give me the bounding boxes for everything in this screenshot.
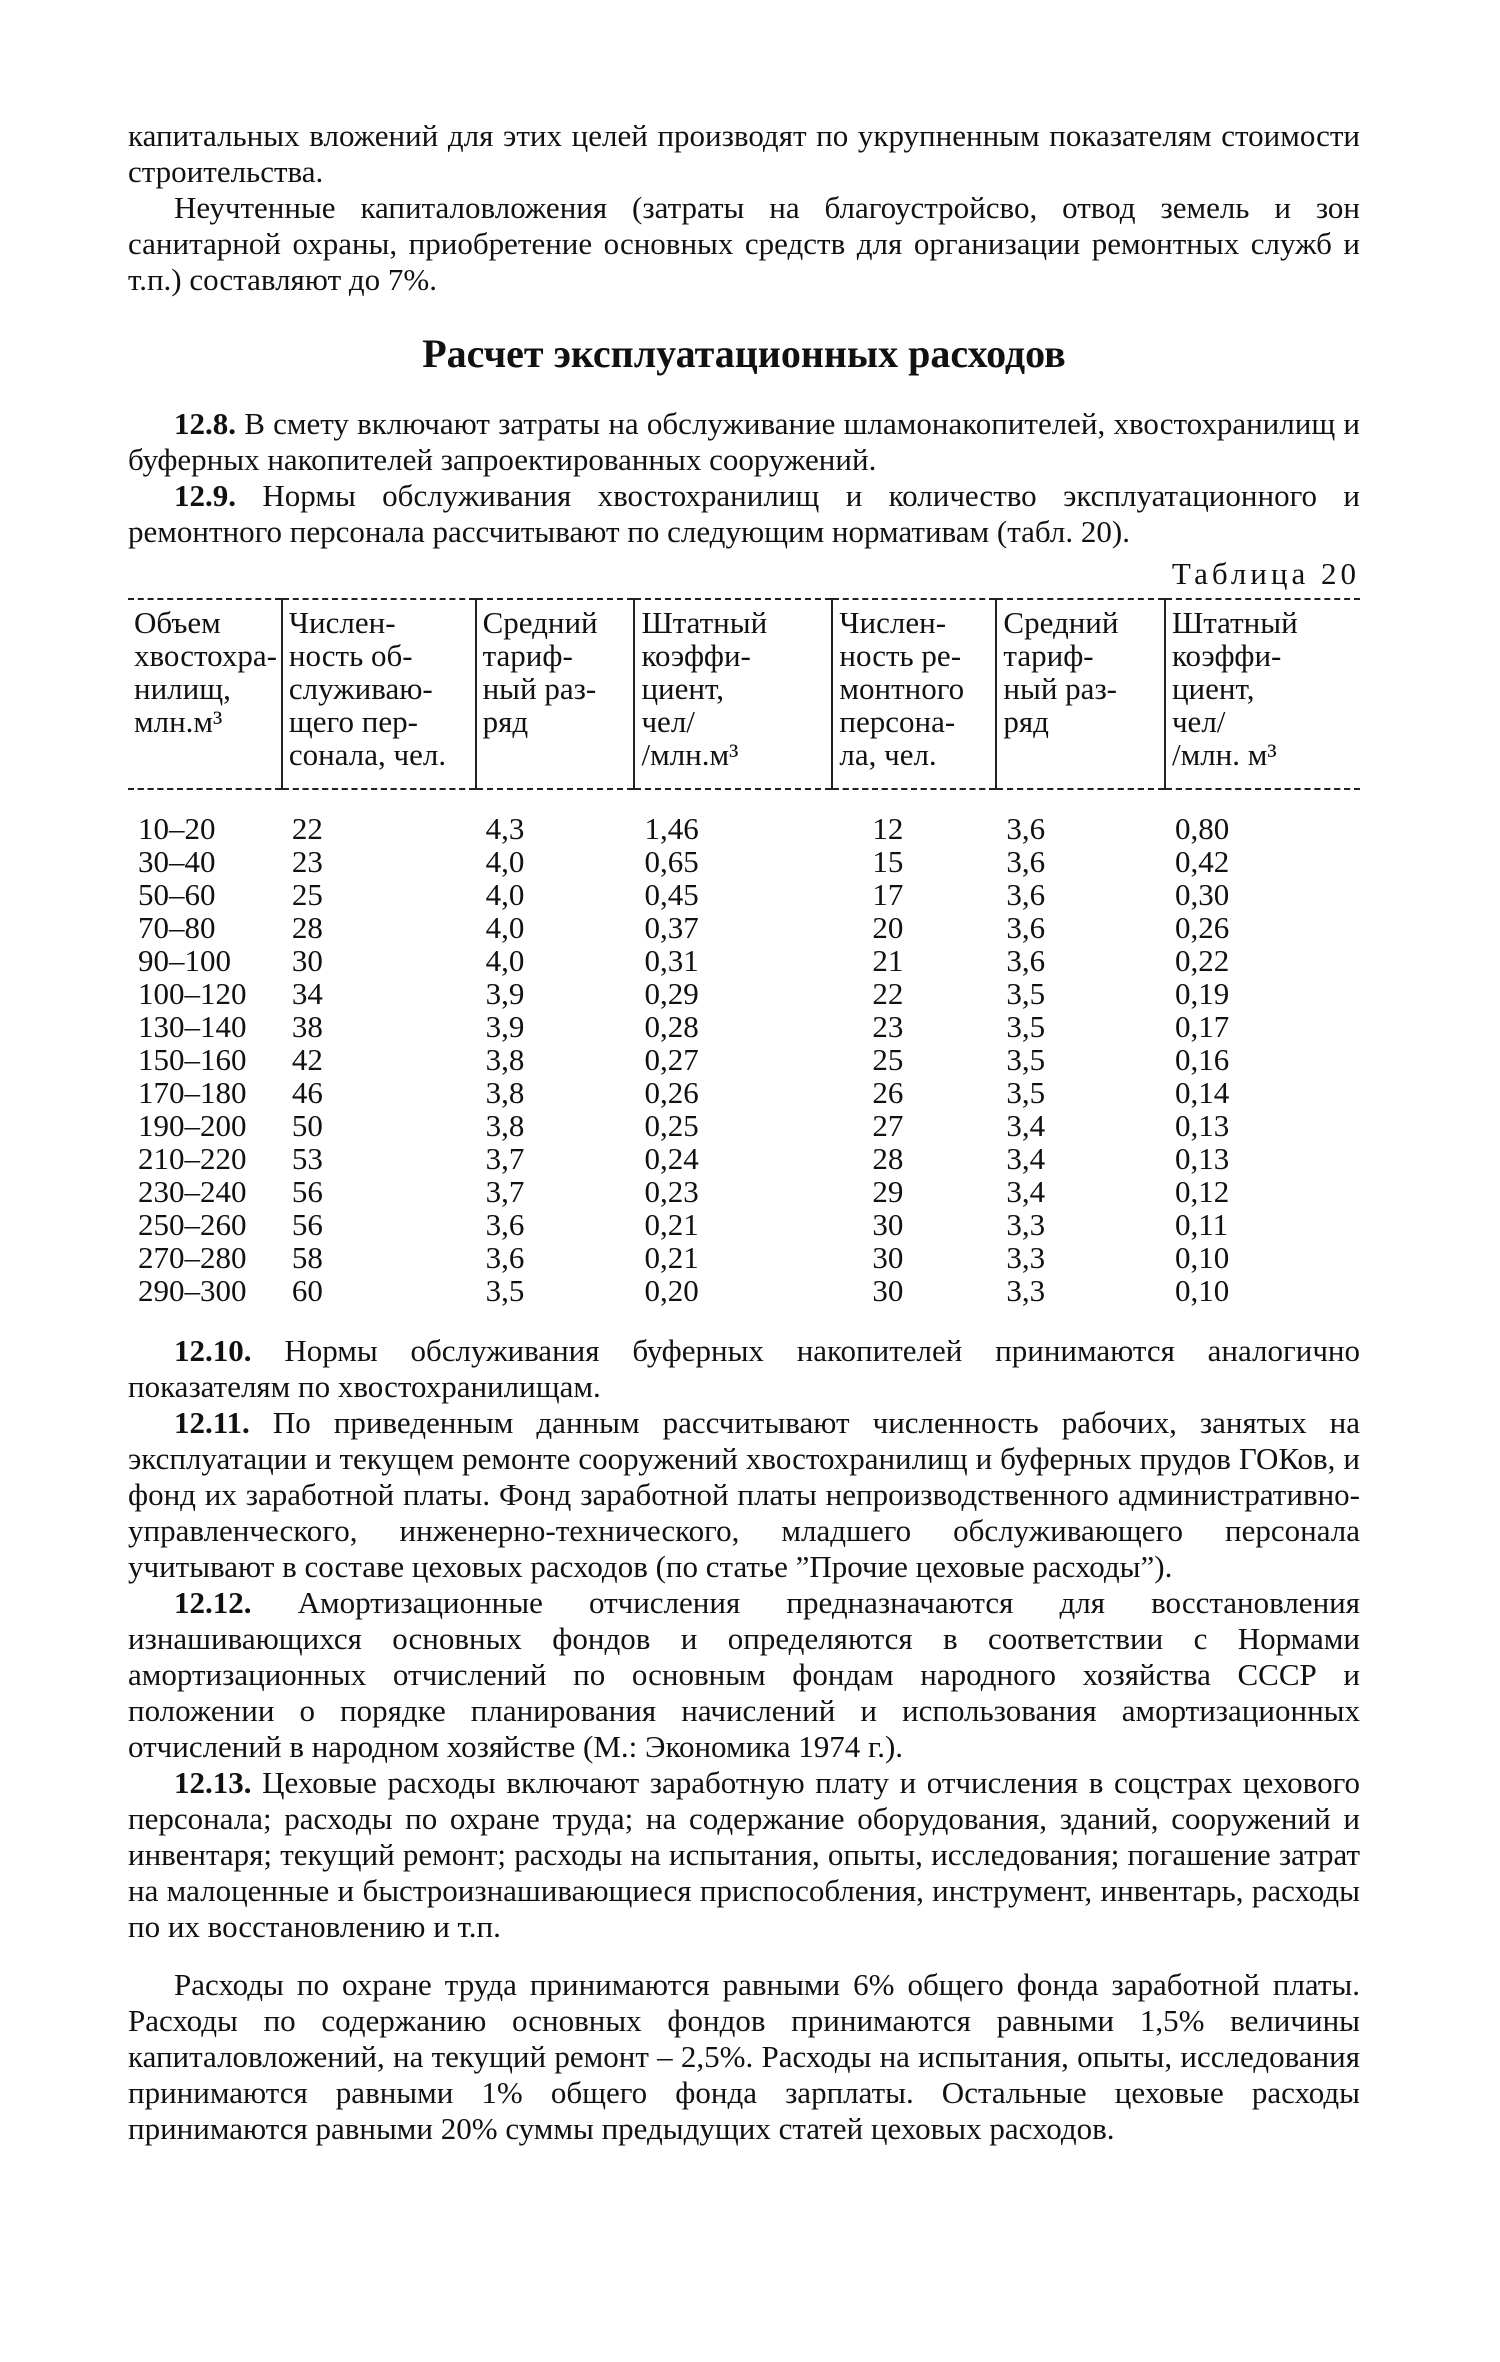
table-cell: 0,10 <box>1174 1240 1230 1275</box>
table-cell: 25 <box>872 1042 904 1077</box>
paragraph-text: В смету включают затраты на обслуживание шламонакопителей, хвостохранилищ и буферных накопителей запроектированных сооружений. <box>128 406 1360 477</box>
table-cell: 50–60 <box>138 877 216 912</box>
table-cell: 3,6 <box>1006 910 1046 945</box>
table-row <box>128 789 1360 845</box>
table-cell: 250–260 <box>138 1207 247 1242</box>
table-cell: 3,6 <box>485 1240 525 1275</box>
table-body <box>128 789 1360 1307</box>
table-cell: 22 <box>872 976 904 1011</box>
table-cell: 3,5 <box>1006 1042 1046 1077</box>
table-cell: 25 <box>291 877 323 912</box>
table-cell: 100–120 <box>138 976 247 1011</box>
table-cell: 53 <box>291 1141 323 1176</box>
table-cell: 3,6 <box>485 1207 525 1242</box>
table-cell: 0,17 <box>1174 1009 1230 1044</box>
table-cell: 3,3 <box>1006 1273 1046 1308</box>
table-row <box>128 1076 1360 1109</box>
table-cell: 0,26 <box>1174 910 1230 945</box>
table-cell: 70–80 <box>138 910 216 945</box>
table-cell: 290–300 <box>138 1273 247 1308</box>
table-cell: 0,42 <box>1174 844 1230 879</box>
paragraph-number: 12.11. <box>174 1405 250 1440</box>
table-cell: 0,14 <box>1174 1075 1230 1110</box>
paragraph-text: Цеховые расходы включают заработную плату и отчисления в соцстрах цехового персонала; расходы по охране труда; на содержание оборудования, зданий, сооружений и инвентаря; текущий ремонт; расходы на испытания, опыты, исследования; погашение затрат на малоценные и быстроизнашивающиеся приспособления, инструмент, инвентарь, расходы по их восстановлению и т.п. <box>128 1765 1361 1944</box>
table-cell: 30 <box>872 1240 904 1275</box>
paragraph-number: 12.12. <box>174 1585 252 1620</box>
table-caption: Таблица 20 <box>1171 556 1360 591</box>
table-cell: 10–20 <box>138 811 216 846</box>
paragraph-12-10 <box>128 1333 1360 1405</box>
table-cell: 3,4 <box>1006 1141 1046 1176</box>
table-cell: 0,21 <box>644 1240 699 1275</box>
table-row <box>128 845 1360 878</box>
table-cell: 38 <box>291 1009 323 1044</box>
table-row <box>128 1175 1360 1208</box>
paragraph-12-11 <box>128 1405 1360 1585</box>
table-cell: 30 <box>872 1273 904 1308</box>
table-cell: 0,27 <box>644 1042 699 1077</box>
table-cell: 0,11 <box>1174 1207 1229 1242</box>
table-row <box>128 1142 1360 1175</box>
table-cell: 3,6 <box>1006 811 1046 846</box>
table-cell: 3,3 <box>1006 1207 1046 1242</box>
table-cell: 0,28 <box>644 1009 699 1044</box>
paragraph-number: 12.10. <box>174 1333 252 1368</box>
table-cell: 210–220 <box>138 1141 247 1176</box>
table-cell: 58 <box>291 1240 323 1275</box>
table-cell: 50 <box>291 1108 323 1143</box>
table-cell: 0,65 <box>644 844 699 879</box>
table-cell: 3,8 <box>485 1075 525 1110</box>
table-row <box>128 977 1360 1010</box>
table-cell: 26 <box>872 1075 904 1110</box>
table-cell: 90–100 <box>138 943 231 978</box>
table-header-cell: Средний тариф- ный раз- ряд <box>476 599 635 789</box>
table-cell: 190–200 <box>138 1108 247 1143</box>
table-row <box>128 944 1360 977</box>
table-header-cell: Штатный коэффи- циент, чел/ /млн. м³ <box>1165 599 1360 789</box>
table-cell: 3,7 <box>485 1174 525 1209</box>
table-header-cell: Средний тариф- ный раз- ряд <box>996 599 1165 789</box>
table-cell: 130–140 <box>138 1009 247 1044</box>
table-cell: 20 <box>872 910 904 945</box>
table-cell: 4,0 <box>485 844 525 879</box>
table-header-cell: Числен- ность ре- монтного персона- ла, чел. <box>832 599 996 789</box>
intro-paragraph-1: капитальных вложений для этих целей производят по укрупненным показателям стоимости строительства. <box>128 118 1360 189</box>
table-cell: 0,13 <box>1174 1108 1230 1143</box>
table-cell: 27 <box>872 1108 904 1143</box>
table-cell: 3,4 <box>1006 1108 1046 1143</box>
table-cell: 28 <box>291 910 323 945</box>
norms-table <box>128 598 1360 1307</box>
table-cell: 3,6 <box>1006 844 1046 879</box>
paragraph-number: 12.13. <box>174 1765 252 1800</box>
table-cell: 3,7 <box>485 1141 525 1176</box>
table-cell: 17 <box>872 877 904 912</box>
table-cell: 0,80 <box>1174 811 1230 846</box>
paragraph-12-8 <box>128 406 1360 478</box>
table-cell: 0,25 <box>644 1108 699 1143</box>
table-row <box>128 878 1360 911</box>
paragraph-12-12 <box>128 1585 1360 1765</box>
table-cell: 22 <box>291 811 323 846</box>
table-cell: 0,37 <box>644 910 699 945</box>
table-cell: 4,3 <box>485 811 525 846</box>
paragraph-12-9 <box>128 478 1360 550</box>
table-header-cell: Штатный коэффи- циент, чел/ /млн.м³ <box>634 599 832 789</box>
table-cell: 34 <box>291 976 323 1011</box>
table-cell: 0,22 <box>1174 943 1230 978</box>
paragraph-text: По приведенным данным рассчитывают численность рабочих, занятых на эксплуатации и текущем ремонте сооружений хвостохранилищ и буферных прудов ГОКов, и фонд их заработной платы. Фонд заработной платы непроизводственного административно-управленческого, инженерно-технического, младшего обслуживающего персонала учитывают в составе цеховых расходов (по статье ”Прочие цеховые расходы”). <box>128 1405 1360 1584</box>
table-cell: 30–40 <box>138 844 216 879</box>
table-cell: 42 <box>291 1042 323 1077</box>
table-cell: 21 <box>872 943 904 978</box>
paragraph-final: Расходы по охране труда принимаются равными 6% общего фонда заработной платы. Расходы по содержанию основных фондов принимаются равными 1,5% величины капиталовложений, на текущий ремонт – 2,5%. Расходы на испытания, опыты, исследования принимаются равными 1% общего фонда зарплаты. Остальные цеховые расходы принимаются равными 20% суммы предыдущих статей цеховых расходов. <box>128 1967 1360 2146</box>
document-page <box>128 118 1360 2147</box>
table-cell: 30 <box>291 943 323 978</box>
table-cell: 23 <box>291 844 323 879</box>
table-row <box>128 1043 1360 1076</box>
table-cell: 0,24 <box>644 1141 699 1176</box>
table-cell: 150–160 <box>138 1042 247 1077</box>
table-row <box>128 1241 1360 1274</box>
table-row <box>128 1208 1360 1241</box>
table-row <box>128 1274 1360 1307</box>
table-header-cell: Числен- ность об- служиваю- щего пер- сонала, чел. <box>282 599 476 789</box>
table-cell: 3,4 <box>1006 1174 1046 1209</box>
table-row <box>128 911 1360 944</box>
table-cell: 3,3 <box>1006 1240 1046 1275</box>
table-cell: 0,45 <box>644 877 699 912</box>
table-cell: 1,46 <box>644 811 699 846</box>
table-cell: 4,0 <box>485 943 525 978</box>
table-cell: 28 <box>872 1141 904 1176</box>
table-cell: 230–240 <box>138 1174 247 1209</box>
table-cell: 3,9 <box>485 1009 525 1044</box>
table-cell: 3,6 <box>1006 877 1046 912</box>
table-cell: 56 <box>291 1174 323 1209</box>
table-cell: 4,0 <box>485 910 525 945</box>
table-cell: 0,19 <box>1174 976 1230 1011</box>
table-cell: 56 <box>291 1207 323 1242</box>
table-header-row <box>128 599 1360 789</box>
table-cell: 4,0 <box>485 877 525 912</box>
table-cell: 0,12 <box>1174 1174 1230 1209</box>
table-cell: 3,5 <box>485 1273 525 1308</box>
table-cell: 3,9 <box>485 976 525 1011</box>
table-cell: 23 <box>872 1009 904 1044</box>
table-cell: 15 <box>872 844 904 879</box>
table-cell: 0,26 <box>644 1075 699 1110</box>
table-cell: 0,31 <box>644 943 699 978</box>
paragraph-number: 12.9. <box>174 478 236 513</box>
paragraph-text: Амортизационные отчисления предназначаются для восстановления изнашивающихся основных фондов и определяются в соответствии с Нормами амортизационных отчислений по основным фондам народного хозяйства СССР и положении о порядке планирования начислений и использования амортизационных отчислений в народном хозяйстве (М.: Экономика 1974 г.). <box>128 1585 1361 1764</box>
table-row <box>128 1109 1360 1142</box>
intro-paragraph-2: Неучтенные капиталовложения (затраты на благоустройсво, отвод земель и зон санитарной охраны, приобретение основных средств для организации ремонтных служб и т.п.) составляют до 7%. <box>128 190 1360 297</box>
table-cell: 3,8 <box>485 1042 525 1077</box>
table-cell: 3,6 <box>1006 943 1046 978</box>
table-cell: 0,20 <box>644 1273 699 1308</box>
table-cell: 3,5 <box>1006 1009 1046 1044</box>
table-cell: 46 <box>291 1075 323 1110</box>
paragraph-text: Нормы обслуживания хвостохранилищ и количество эксплуатационного и ремонтного персонала рассчитывают по следующим нормативам (табл. 20). <box>128 478 1361 549</box>
table-cell: 0,23 <box>644 1174 699 1209</box>
paragraph-number: 12.8. <box>174 406 236 441</box>
table-cell: 29 <box>872 1174 904 1209</box>
table-cell: 0,16 <box>1174 1042 1230 1077</box>
table-cell: 3,8 <box>485 1108 525 1143</box>
table-cell: 170–180 <box>138 1075 247 1110</box>
table-cell: 0,10 <box>1174 1273 1230 1308</box>
table-cell: 12 <box>872 811 904 846</box>
table-row <box>128 1010 1360 1043</box>
section-heading: Расчет эксплуатационных расходов <box>422 331 1066 376</box>
paragraph-12-13 <box>128 1765 1360 1945</box>
table-cell: 0,29 <box>644 976 699 1011</box>
table-cell: 0,21 <box>644 1207 699 1242</box>
table-cell: 3,5 <box>1006 1075 1046 1110</box>
table-cell: 3,5 <box>1006 976 1046 1011</box>
table-cell: 30 <box>872 1207 904 1242</box>
paragraph-text: Нормы обслуживания буферных накопителей принимаются аналогично показателям по хвостохранилищам. <box>128 1333 1361 1404</box>
table-cell: 0,30 <box>1174 877 1230 912</box>
table-cell: 270–280 <box>138 1240 247 1275</box>
table-cell: 0,13 <box>1174 1141 1230 1176</box>
table-cell: 60 <box>291 1273 323 1308</box>
table-header-cell: Объем хвостохра- нилищ, млн.м³ <box>128 599 282 789</box>
